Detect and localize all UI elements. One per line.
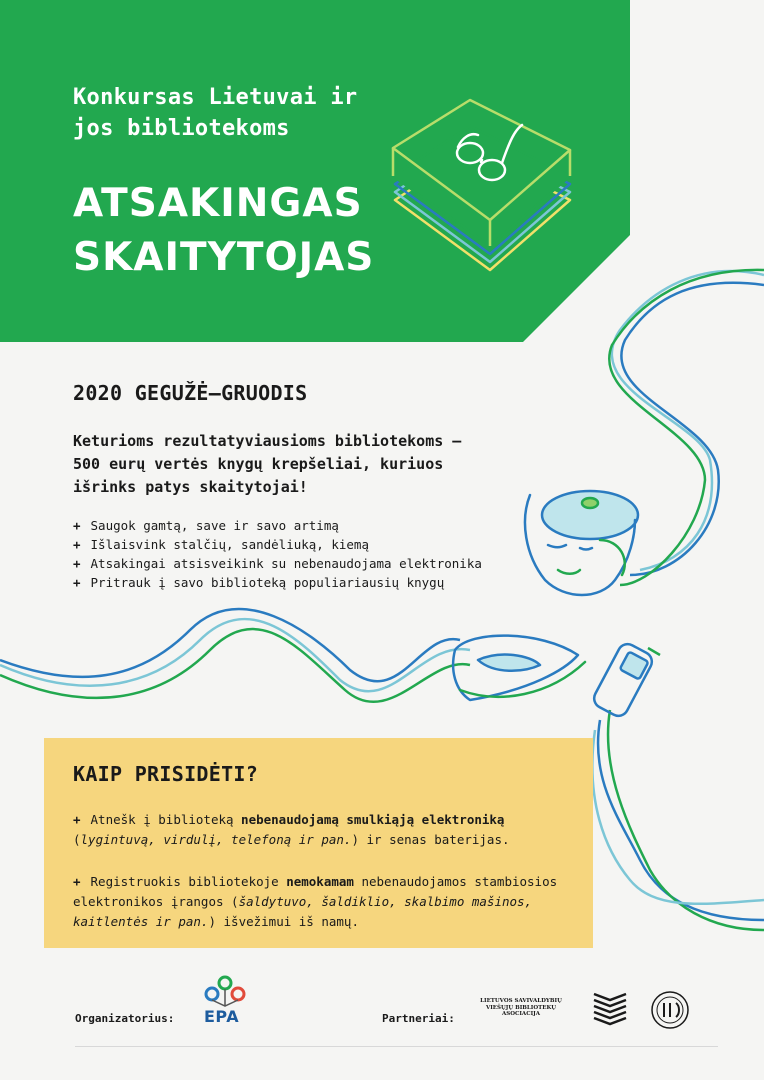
list-item [73,573,482,592]
list-item-text: Atsakingai atsisveikink su nebenaudojama elektronika [90,556,482,571]
p1-text-bold: nebenaudojamą smulkiąją elektroniką [241,812,505,827]
p1-text-italic: lygintuvą, virdulį, telefoną ir pan. [80,832,352,847]
plus-icon: + [73,518,81,533]
phone-icon [591,641,660,720]
epa-logo-icon [202,972,248,1008]
kicker-line-1: Konkursas Lietuvai ir [73,85,358,110]
plus-icon: + [73,575,81,590]
organizer-label: Organizatorius: [75,1012,175,1025]
hero-banner [0,0,630,342]
kicker-line-2: jos bibliotekoms [73,116,290,141]
p2-text-a: Registruokis bibliotekoje [90,874,287,889]
list-item [73,516,482,535]
list-item-text: Pritrauk į savo biblioteką populiariausių knygų [90,575,445,590]
list-item [73,554,482,573]
p2-text-italic: šaldytuvo, šaldiklio, skalbimo mašinos, kaitlentės ir pan. [73,894,533,929]
p1-text-a: Atnešk į biblioteką [90,812,242,827]
how-title: KAIP PRISIDĖTI? [73,762,259,786]
p2-text-e: ) išvežimui iš namų. [208,914,359,929]
epa-logo-text: EPA [204,1007,240,1026]
partner-association-logo: LIETUVOS SAVIVALDYBIŲ VIEŠŲJŲ BIBLIOTEKŲ ASOCIACIJA [480,998,562,1017]
list-item [73,535,482,554]
title-line-2: SKAITYTOJAS [73,235,375,280]
plus-icon: + [73,812,81,827]
p2-text-bold: nemokamam [286,874,354,889]
list-item-text: Saugok gamtą, save ir savo artimą [90,518,339,533]
lead-line-2: 500 eurų vertės knygų krepšeliai, kuriuos [73,455,444,473]
how-paragraph-1 [73,810,563,850]
iron-icon [453,636,585,700]
plus-icon: + [73,874,81,889]
lead-line-1: Keturioms rezultatyviausioms bibliotekoms – [73,432,462,450]
page-title [73,177,374,285]
how-paragraph-2 [73,872,563,932]
kettle-icon [525,491,638,595]
book-partner-logo-icon [592,990,628,1030]
partners-label: Partneriai: [382,1012,455,1025]
contest-kicker [73,82,357,144]
p2-text-c: nebenaudojamos stambiosios elektronikos įrangos ( [73,874,558,909]
p1-text-e: ) ir senas baterijas. [351,832,510,847]
footer-divider [75,1046,718,1047]
library-seal-logo-icon [650,990,690,1030]
list-item-text: Išlaisvink stalčių, sandėliuką, kiemą [90,537,369,552]
title-line-1: ATSAKINGAS [73,181,363,226]
p1-text-c: ( [73,832,81,847]
plus-icon: + [73,537,81,552]
campaign-date: 2020 GEGUŽĖ–GRUODIS [73,381,308,405]
lead-text [73,430,543,499]
plus-icon: + [73,556,81,571]
lead-line-3: išrinks patys skaitytojai! [73,478,308,496]
goals-list [73,516,482,592]
